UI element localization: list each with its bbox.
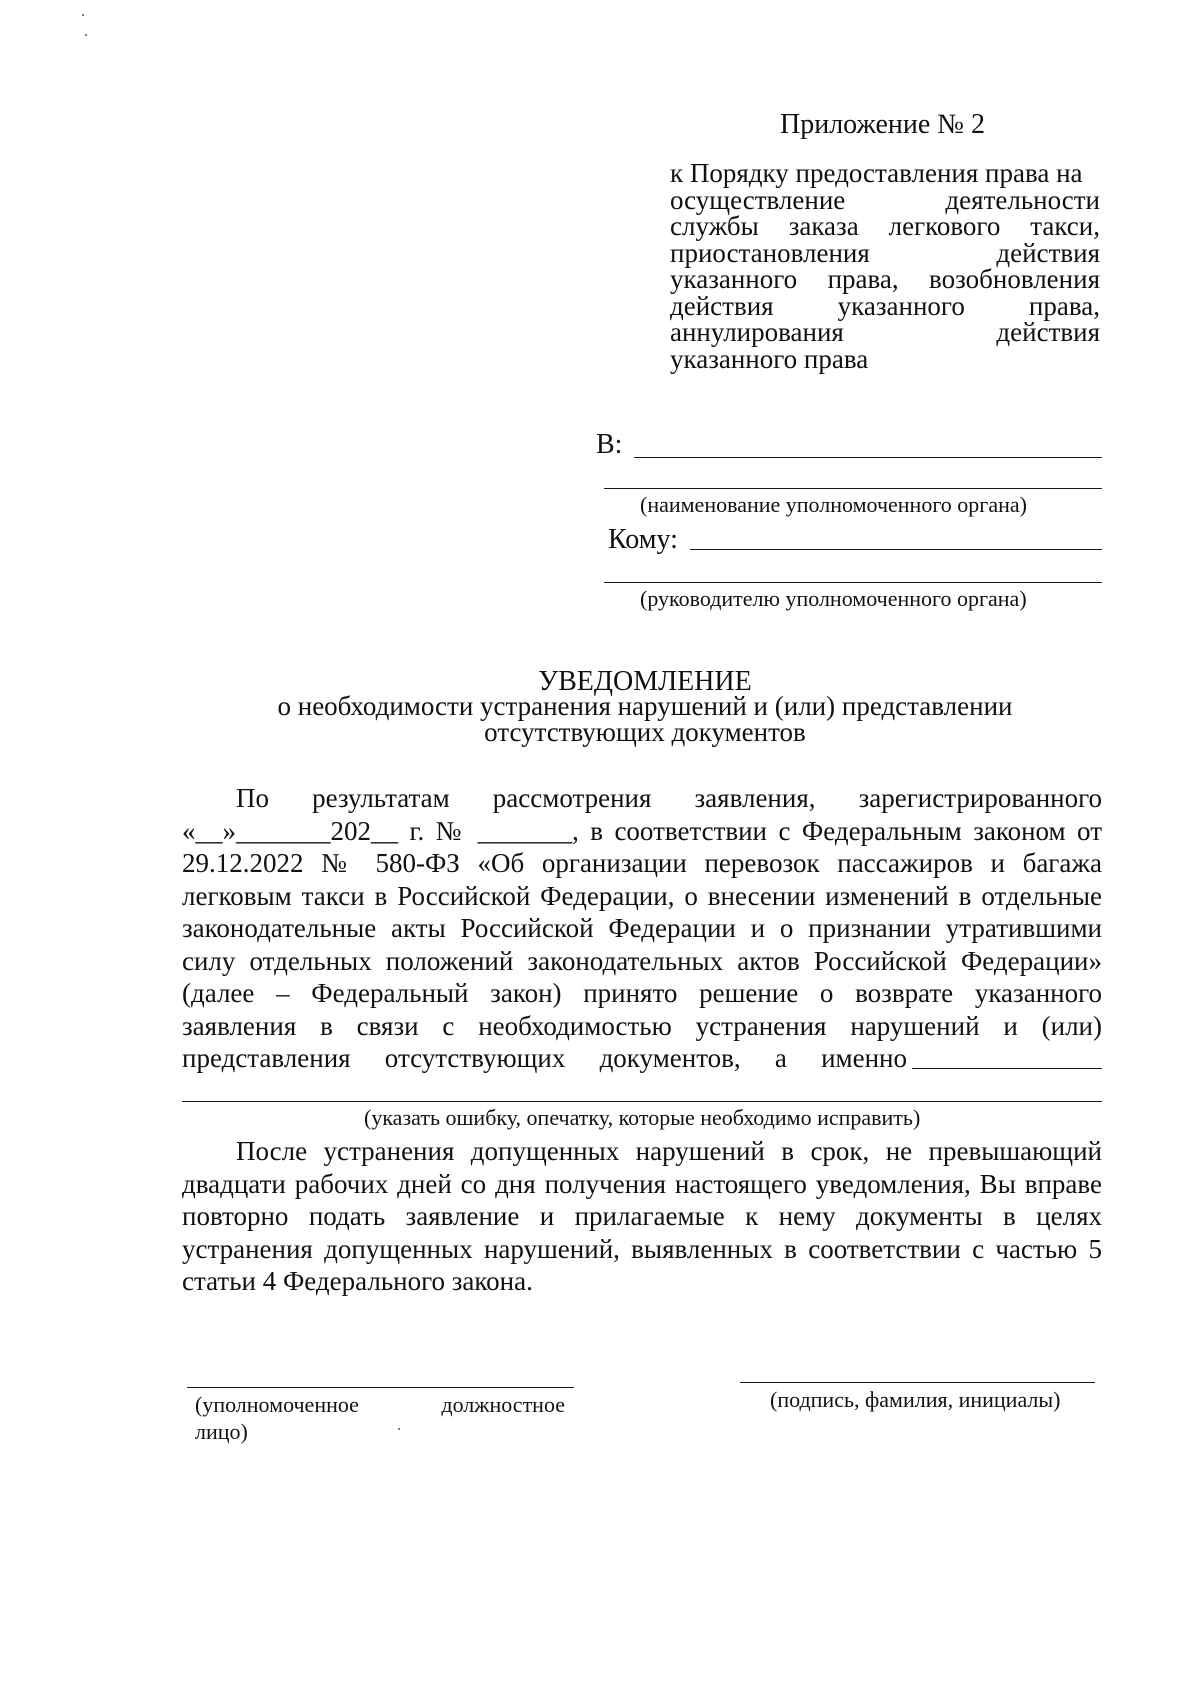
paragraph-line: 29.12.2022 № 580-ФЗ «Об организации перевозок пассажиров и багажа: [182, 848, 1102, 878]
paragraph-line: «__»_______202__ г. № _______, в соответствии с Федеральным законом от: [182, 815, 1102, 846]
ref-line: действия указанного права,: [670, 290, 1100, 321]
paragraph-line: повторно подать заявление и прилагаемые к нему документы в целях: [182, 1201, 1102, 1231]
ref-line: аннулирования действия: [670, 317, 1100, 347]
whom-label: Кому:: [608, 524, 678, 555]
official-caption: (уполномоченное должностное: [195, 1392, 565, 1417]
scan-speck: [398, 1428, 400, 1430]
ref-line: осуществление деятельности: [670, 184, 1100, 215]
paragraph-line: заявления в связи с необходимостью устранения нарушений и (или): [182, 1010, 1102, 1041]
paragraph-line: (далее – Федеральный закон) принято решение о возврате указанного: [182, 978, 1102, 1008]
appendix-title: Приложение № 2: [780, 109, 985, 140]
details-field-line-2[interactable]: [182, 1101, 1102, 1102]
ref-line: к Порядку предоставления права на: [670, 158, 1083, 188]
whom-field-line[interactable]: [690, 549, 1102, 550]
to-field-line[interactable]: [634, 457, 1102, 458]
paragraph-line: двадцати рабочих дней со дня получения настоящего уведомления, Вы вправе: [182, 1168, 1102, 1199]
paragraph-line: устранения допущенных нарушений, выявленных в соответствии с частью 5: [182, 1233, 1102, 1264]
signature-caption: (подпись, фамилия, инициалы): [770, 1387, 1061, 1412]
paragraph-line: После устранения допущенных нарушений в срок, не превышающий: [236, 1136, 1102, 1166]
official-caption-2: лицо): [195, 1419, 248, 1444]
paragraph-line: легковым такси в Российской Федерации, о внесении изменений в отдельные: [182, 880, 1102, 911]
paragraph-line: законодательные акты Российской Федерации и о признании утратившими: [182, 913, 1102, 943]
error-caption: (указать ошибку, опечатку, которые необходимо исправить): [364, 1105, 921, 1130]
official-signature-line[interactable]: [187, 1387, 574, 1388]
paragraph-line: По результатам рассмотрения заявления, зарегистрированного: [236, 783, 1102, 813]
scan-speck: [82, 14, 84, 16]
paragraph-2: [182, 1135, 1102, 1298]
ref-line: службы заказа легкового такси,: [670, 211, 1100, 241]
paragraph-line: представления отсутствующих документов, а именно: [182, 1043, 907, 1073]
to-caption: (наименование уполномоченного органа): [640, 492, 1027, 517]
signature-line[interactable]: [740, 1382, 1095, 1383]
paragraph-1: [182, 782, 1102, 1075]
scan-speck: [85, 34, 87, 36]
ref-line: приостановления действия: [670, 237, 1100, 268]
document-title: УВЕДОМЛЕНИЕ: [538, 666, 752, 697]
paragraph-line: статьи 4 Федерального закона.: [182, 1266, 533, 1296]
paragraph-line: силу отдельных положений законодательных актов Российской Федерации»: [182, 945, 1102, 976]
whom-caption: (руководителю уполномоченного органа): [640, 586, 1027, 611]
to-field-line-2[interactable]: [604, 488, 1102, 489]
document-subtitle-1: о необходимости устранения нарушений и (или) представлении: [277, 691, 1013, 721]
ref-line: указанного права: [670, 343, 869, 374]
ref-line: указанного права, возобновления: [670, 264, 1100, 294]
whom-field-line-2[interactable]: [604, 582, 1102, 583]
details-field-line[interactable]: [912, 1068, 1102, 1069]
appendix-reference: [670, 160, 1100, 372]
to-label: В:: [596, 429, 623, 460]
document-subtitle-2: отсутствующих документов: [484, 717, 806, 747]
